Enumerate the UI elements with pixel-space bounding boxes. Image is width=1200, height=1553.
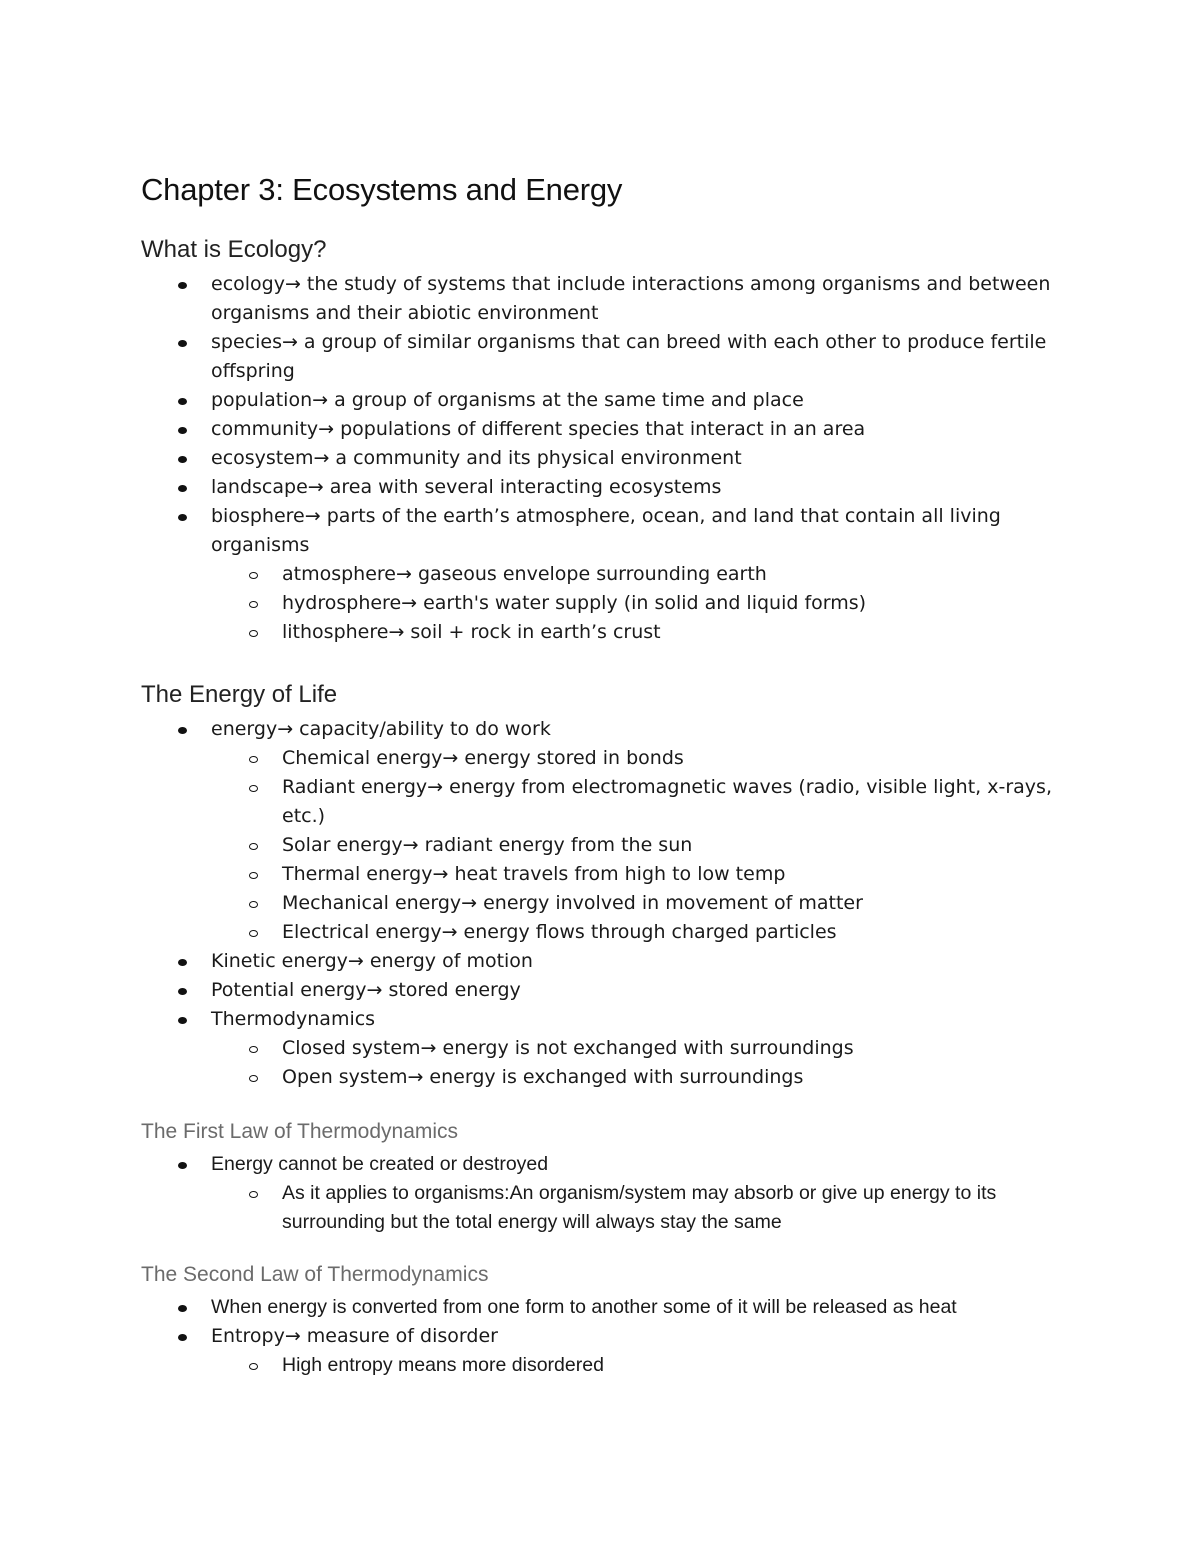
list-item: species→ a group of similar organisms that can breed with each other to produce fertile offspring bbox=[141, 328, 1061, 386]
hollow-bullet-icon bbox=[249, 872, 258, 879]
bullet-list bbox=[141, 1293, 1061, 1380]
section-heading: What is Ecology? bbox=[141, 236, 327, 263]
document-page bbox=[141, 172, 1061, 1380]
list-item: When energy is converted from one form to another some of it will be released as heat bbox=[141, 1293, 1061, 1322]
filled-bullet-icon bbox=[178, 398, 187, 405]
list-item: Thermodynamics bbox=[141, 1005, 1061, 1034]
bullet-list bbox=[141, 1150, 1061, 1237]
hollow-bullet-icon bbox=[249, 756, 258, 763]
sub-list-item: Mechanical energy→ energy involved in movement of matter bbox=[141, 889, 1061, 918]
filled-bullet-icon bbox=[178, 1305, 187, 1312]
sub-list-item: Closed system→ energy is not exchanged with surroundings bbox=[141, 1034, 1061, 1063]
filled-bullet-icon bbox=[178, 485, 187, 492]
filled-bullet-icon bbox=[178, 427, 187, 434]
bullet-list bbox=[141, 270, 1061, 647]
hollow-bullet-icon bbox=[249, 785, 258, 792]
filled-bullet-icon bbox=[178, 727, 187, 734]
sub-list-item: Chemical energy→ energy stored in bonds bbox=[141, 744, 1061, 773]
hollow-bullet-icon bbox=[249, 930, 258, 937]
list-item: biosphere→ parts of the earth’s atmosphere, ocean, and land that contain all living organisms bbox=[141, 502, 1061, 560]
sub-list-item: Thermal energy→ heat travels from high to low temp bbox=[141, 860, 1061, 889]
filled-bullet-icon bbox=[178, 988, 187, 995]
sub-list-item: atmosphere→ gaseous envelope surrounding earth bbox=[141, 560, 1061, 589]
sub-list-item: Radiant energy→ energy from electromagnetic waves (radio, visible light, x-rays, etc.) bbox=[141, 773, 1061, 831]
section-subheading: The Second Law of Thermodynamics bbox=[141, 1263, 489, 1286]
hollow-bullet-icon bbox=[249, 572, 258, 579]
hollow-bullet-icon bbox=[249, 901, 258, 908]
sub-list-item: Electrical energy→ energy flows through charged particles bbox=[141, 918, 1061, 947]
filled-bullet-icon bbox=[178, 514, 187, 521]
filled-bullet-icon bbox=[178, 282, 187, 289]
filled-bullet-icon bbox=[178, 340, 187, 347]
list-item: Potential energy→ stored energy bbox=[141, 976, 1061, 1005]
hollow-bullet-icon bbox=[249, 601, 258, 608]
list-item: energy→ capacity/ability to do work bbox=[141, 715, 1061, 744]
list-item: Entropy→ measure of disorder bbox=[141, 1322, 1061, 1351]
sub-list-item: As it applies to organisms:An organism/system may absorb or give up energy to its surrounding but the total energy will always stay the same bbox=[141, 1179, 1061, 1237]
hollow-bullet-icon bbox=[249, 1046, 258, 1053]
sub-list-item: Open system→ energy is exchanged with surroundings bbox=[141, 1063, 1061, 1092]
section-subheading: The First Law of Thermodynamics bbox=[141, 1120, 459, 1143]
hollow-bullet-icon bbox=[249, 1191, 258, 1198]
hollow-bullet-icon bbox=[249, 843, 258, 850]
list-item: population→ a group of organisms at the same time and place bbox=[141, 386, 1061, 415]
sub-list-item: High entropy means more disordered bbox=[141, 1351, 1061, 1380]
hollow-bullet-icon bbox=[249, 1363, 258, 1370]
section-second-law bbox=[141, 1263, 1061, 1380]
filled-bullet-icon bbox=[178, 1017, 187, 1024]
bullet-list bbox=[141, 715, 1061, 1092]
sub-list-item: hydrosphere→ earth's water supply (in solid and liquid forms) bbox=[141, 589, 1061, 618]
section-first-law bbox=[141, 1120, 1061, 1237]
section-heading: The Energy of Life bbox=[141, 681, 338, 708]
filled-bullet-icon bbox=[178, 1334, 187, 1341]
sub-list-item: lithosphere→ soil + rock in earth’s crust bbox=[141, 618, 1061, 647]
list-item: ecosystem→ a community and its physical environment bbox=[141, 444, 1061, 473]
section-what-is-ecology bbox=[141, 236, 1061, 647]
filled-bullet-icon bbox=[178, 959, 187, 966]
page-title: Chapter 3: Ecosystems and Energy bbox=[141, 172, 623, 207]
section-energy-of-life bbox=[141, 681, 1061, 1092]
filled-bullet-icon bbox=[178, 456, 187, 463]
hollow-bullet-icon bbox=[249, 630, 258, 637]
sub-list-item: Solar energy→ radiant energy from the sun bbox=[141, 831, 1061, 860]
list-item: ecology→ the study of systems that include interactions among organisms and between organisms and their abiotic environment bbox=[141, 270, 1061, 328]
list-item: community→ populations of different species that interact in an area bbox=[141, 415, 1061, 444]
hollow-bullet-icon bbox=[249, 1075, 258, 1082]
list-item: landscape→ area with several interacting ecosystems bbox=[141, 473, 1061, 502]
list-item: Kinetic energy→ energy of motion bbox=[141, 947, 1061, 976]
list-item: Energy cannot be created or destroyed bbox=[141, 1150, 1061, 1179]
filled-bullet-icon bbox=[178, 1162, 187, 1169]
